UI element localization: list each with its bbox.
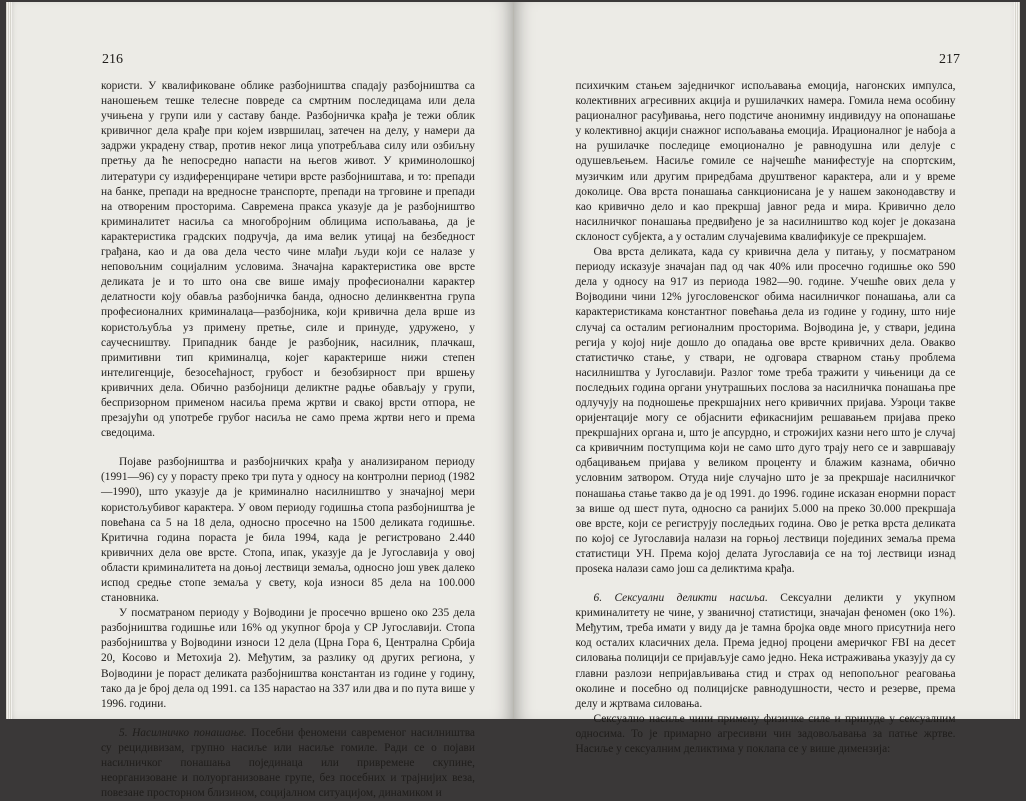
book-spread bbox=[6, 2, 1020, 800]
page-number: 216 bbox=[102, 52, 123, 67]
page-edge bbox=[6, 2, 12, 719]
paragraph: Појаве разбојништва и разбојничких крађа у анализираном периоду (1991—96) су у порасту преко три пута у односу на контролни период (1982—1990), што указује да је криминално насилништво у значајној мери користољубивог карактера. У овом периоду годишња стопа разбојништва је повећана са 5 на 18 дела, односно просечно на 1500 деликата годишње. Критична година пораста је била 1994, када је регистровано 2.440 кривичних дела ове врсте. Стопа, ипак, указује да је Југославија у овој области криминалитета на доњој лествици земаља, односно још увек далеко испод средње стопе земаља у свету, која износи 85 дела на 100.000 становника. bbox=[101, 456, 475, 605]
paragraph: психичким стањем заједничког испољавања емоција, нагонских импулса, колективних агресивних акција и рушилачких намера. Гомила нема особину рационалног расуђивања, него подстиче анонимну индивидуу на опонашање у колективној акцији снажног испољавања емоција. Ирационалног је набоја а на рушилачке последице емоционално је равнодушна или делује с одушевљењем. Насиље гомиле се најчешће манифестује на спортским, музичким или другим приредбама друштвеног карактера, али и у време доколице. Ова врста понашања санкционисана је у нашем законодавству и као кривично дело и као прекршај јавног реда и мира. Кривично дело насилничког понашања предвиђено је за насилништво код којег је доказана склоност субјекта, а у осталим случајевима квалификује се прекршајем. bbox=[575, 80, 956, 243]
section-text: Сексуални деликти у укупном криминалитету не чине, у званичној статистици, значајан феномен (око 1%). Међутим, треба имати у виду да је тамна бројка овде много присутнија него код осталих класичних дела. Према једној процени америчког FBI на десет силовања полицији се пријављује само једно. Нека истраживања указују да су главни разлози непријављивања стид и страх од непопољног реаговања околине и посебно од полицијске равнодушности, често и резерве, према делу и жртвама силовања. bbox=[575, 592, 956, 710]
page-edge bbox=[1014, 2, 1020, 719]
page-number: 217 bbox=[939, 52, 960, 67]
section-text: Посебни феномени савременог насилништва су рецидивизам, групно насиље или насиље гомиле. Ради се о појави насилничког понашања појединаца или привремене скупине, неорганизоване и полуорганизоване групе, без посебних и трајнијих веза, повезане просторном близином, социјалном ситуацијом, динамиком и bbox=[101, 726, 475, 800]
right-page bbox=[514, 2, 1021, 756]
paragraph: користи. У квалификоване облике разбојништва спадају разбојништва са наношењем тешке телесне повреде са смртним последицама или дела учињена у групи или у саставу банде. Разбојничка крађа је тежи облик кривичног дела крађе при којем извршилац, затечен на делу, у намери да задржи украдену ствар, против неког лица употребљава силу или озбиљну претњу да ће непосредно напасти на његов живот. У криминолошкој литератури су издиференциране четири врсте разбојништава, и то: препади на банке, препади на вредносне транспорте, препади на трговине и препади на отвореним просторима. Савремена пракса указује да је разбојништво криминалитет насиља са многобројним облицима испољавања, да је карактеристика градских подручја, да има велик утицај на безбедност грађана, као и да ова дела често чине млађи људи који се налазе у неповољним социјалним условима. Значајна карактеристика ове врсте деликата је и то што она све више имају професионални карактер делатности коју обавља разбојничка банда, односно делинквентна група професионалних криминалаца—разбојника, који кривична дела врше из користољубља уз примену претње, силе и принуде, удружено, у саучесништву. Припадник банде је разбојник, насилник, плачкаш, примитивни тип криминалца, којег карактерише нижи степен интелигенције, безосећајност, грубост и безобзирност при вршењу кривичних дела. Обично разбојници деликтне радње обављају у групи, беспризорном применом насиља према жртви и свакој врсти отпора, не презајући од употребе грубог насиља не само према жртви него и према сведоцима. bbox=[101, 80, 475, 440]
section-paragraph bbox=[576, 591, 956, 712]
paragraph: У посматраном периоду у Војводини је просечно вршено око 235 дела разбојништва годишње или 16% од укупног броја у СР Југославији. Стопа разбојништва у Војводини износи 12 дела (Црна Гора 6, Централна Србија 20, Косово и Метохија 2). Међутим, за разлику од других региона, у Војводини је пораст деликата разбојништва константан из године у годину, тако да је број дела од 1991. са 135 нарастао на 337 или два и по пута више у 1996. години. bbox=[101, 607, 475, 710]
right-page-text bbox=[576, 79, 956, 757]
left-page bbox=[6, 2, 514, 800]
left-page-text bbox=[101, 79, 475, 801]
section-heading: 5. Насилничко понашање. bbox=[119, 726, 247, 739]
paragraph: Ова врста деликата, када су кривична дела у питању, у посматраном периоду исказује значајан пад од чак 40% или просечно годишње око 590 дела у односу на 917 из периода 1982—90. године. Учешће ових дела у Војводини чини 12% југословенског обима насилничког понашања, али са карактеристикама константног повећања дела из године у годину, што није случај са осталим регионалним просторима. Војводина је, у ствари, једина регија у којој није дошло до опадања ове врсте кривичних дела. Овакво статистичко стање, у ствари, не одговара стварном стању проблема насилништва у Југославији. Разлог томе треба тражити у чињеници да се последњих година органи унутрашњих послова за насилничка понашања пре одлучују на подношење прекршајних него кривичних пријава. Узроци такве оријентације могу се објаснити ефикаснијим решавањем пријава преко прекршајних органа и, што је апсурдно, и строжијих казни него што је случај са кривичним поступцима који не само што дуго трају него се и завршавају одбацивањем пријава у великом проценту и блажим казнама, обично условним затвором. Отуда није случајно што је за прекршаје насилничког понашања стање такво да је од 1991. до 1996. године исказан енормни пораст за више од шест пута, односно са ранијих 5.000 на преко 30.000 прекршаја ове врсте, који се региструју последњих година. Ово је ретка врста деликата по којој се Југославија налази на горњој лествици појединих земаља према статистици УН. Према којој делата Југославија се на тој лествици изнад проsека налази само још са деликтима крађа. bbox=[575, 246, 956, 575]
section-heading: 6. Сексуални деликти насиља. bbox=[593, 592, 768, 605]
paragraph: Сексуално насиље чини примену физичке силе и принуде у сексуалним односима. То је примарно агресивни чин задовољавања за патње жртве. Насиље у сексуалним деликтима у поклапа се у више димензија: bbox=[575, 712, 956, 756]
section-paragraph bbox=[101, 726, 475, 801]
